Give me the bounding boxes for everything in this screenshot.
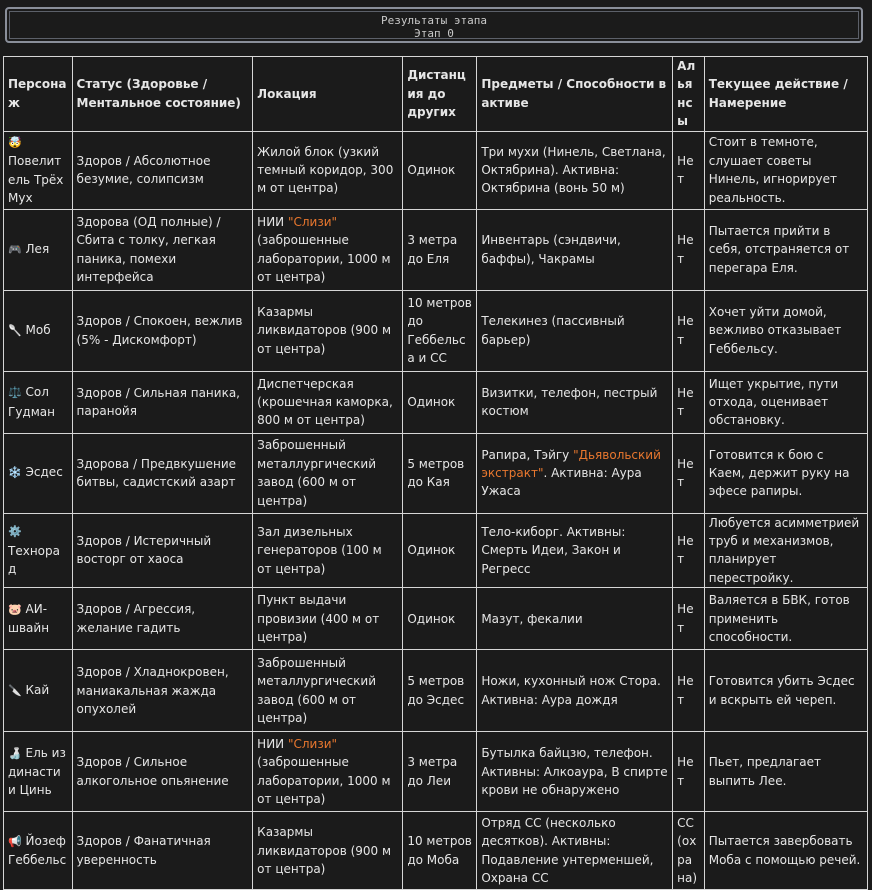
action-cell: Ищет укрытие, пути отхода, оценивает обстановку. (704, 371, 867, 433)
distance-cell: Одинок (403, 513, 477, 588)
status-cell: Здорова (ОД полные) / Сбита с толку, легкая паника, помехи интерфейса (72, 209, 253, 290)
location-cell: Жилой блок (узкий темный коридор, 300 м от центра) (253, 131, 403, 209)
header-title: Результаты этапа (381, 14, 487, 27)
character-cell (4, 812, 73, 890)
character-icon: 🎮 (8, 242, 22, 256)
column-header-location: Локация (253, 57, 403, 132)
column-header-alliances: Альянсы (673, 57, 705, 132)
distance-cell: 5 метров до Эсдес (403, 650, 477, 732)
table-row (4, 209, 868, 290)
items-cell: Отряд СС (несколько десятков). Активны: Подавление унтерменшей, Охрана СС (477, 812, 673, 890)
results-table (3, 56, 868, 890)
table-row (4, 732, 868, 812)
character-icon: 🐷 (8, 602, 22, 616)
table-header-row (4, 57, 868, 132)
character-icon: 🥄 (8, 323, 22, 337)
character-icon: ⚖️ (8, 386, 22, 400)
items-cell: Визитки, телефон, пестрый костюм (477, 371, 673, 433)
alliances-cell: Нет (673, 131, 705, 209)
location-cell (253, 209, 403, 290)
character-cell (4, 650, 73, 732)
header-subtitle: Этап 0 (414, 27, 454, 40)
status-cell: Здоров / Фанатичная уверенность (72, 812, 253, 890)
table-row (4, 812, 868, 890)
items-text: . Активна: Аура Ужаса (481, 465, 642, 499)
table-row (4, 588, 868, 650)
column-header-action: Текущее действие / Намерение (704, 57, 867, 132)
character-name: Эсдес (25, 465, 63, 480)
location-cell: Пункт выдачи провизии (400 м от центра) (253, 588, 403, 650)
location-text: НИИ (257, 214, 288, 229)
table-row (4, 433, 868, 513)
action-cell: Пытается завербовать Моба с помощью речей. (704, 812, 867, 890)
table-row (4, 513, 868, 588)
character-icon: ❄️ (8, 466, 22, 480)
location-cell (253, 732, 403, 812)
action-cell: Любуется асимметрией труб и механизмов, планирует перестройку. (704, 513, 867, 588)
character-cell (4, 433, 73, 513)
status-cell: Здоров / Абсолютное безумие, солипсизм (72, 131, 253, 209)
character-cell (4, 290, 73, 371)
action-cell: Пьет, предлагает выпить Лее. (704, 732, 867, 812)
location-text: (заброшенные лаборатории, 1000 м от центра) (257, 233, 391, 285)
character-cell (4, 209, 73, 290)
items-cell: Тело-киборг. Активны: Смерть Идеи, Закон и Регресс (477, 513, 673, 588)
character-name: Технорад (8, 543, 60, 577)
location-text: НИИ (257, 736, 288, 751)
character-icon: ⚙️ (8, 525, 22, 539)
status-cell: Здоров / Спокоен, вежлив (5% - Дискомфорт) (72, 290, 253, 371)
column-header-status: Статус (Здоровье / Ментальное состояние) (72, 57, 253, 132)
stage-results-header (5, 7, 863, 43)
action-cell: Готовится к бою с Каем, держит руку на эфесе рапиры. (704, 433, 867, 513)
column-header-distance: Дистанция до других (403, 57, 477, 132)
distance-cell: Одинок (403, 588, 477, 650)
items-cell: Ножи, кухонный нож Стора. Активна: Аура дождя (477, 650, 673, 732)
character-cell (4, 588, 73, 650)
character-cell (4, 131, 73, 209)
action-cell: Пытается прийти в себя, отстраняется от перегара Еля. (704, 209, 867, 290)
character-name: Кай (25, 683, 50, 698)
character-icon: 🤯 (8, 135, 22, 149)
character-name: Моб (25, 322, 51, 337)
action-cell: Хочет уйти домой, вежливо отказывает Геббельсу. (704, 290, 867, 371)
distance-cell: 3 метра до Еля (403, 209, 477, 290)
character-name: АИ-швайн (8, 601, 50, 636)
column-header-items: Предметы / Способности в активе (477, 57, 673, 132)
location-highlight: "Слизи" (287, 214, 338, 229)
character-name: Повелитель Трёх Мух (8, 154, 64, 206)
distance-cell: 5 метров до Кая (403, 433, 477, 513)
action-cell: Стоит в темноте, слушает советы Нинель, игнорирует реальность. (704, 131, 867, 209)
items-text: Рапира, Тэйгу (481, 447, 574, 462)
column-header-character: Персонаж (4, 57, 73, 132)
character-name: Ель из династии Цинь (8, 745, 66, 798)
alliances-cell: Нет (673, 209, 705, 290)
alliances-cell: Нет (673, 433, 705, 513)
action-cell: Готовится убить Эсдес и вскрыть ей череп. (704, 650, 867, 732)
status-cell: Здоров / Сильная паника, паранойя (72, 371, 253, 433)
location-text: (заброшенные лаборатории, 1000 м от центра) (257, 755, 391, 807)
status-cell: Здорова / Предвкушение битвы, садистский азарт (72, 433, 253, 513)
location-cell: Казармы ликвидаторов (900 м от центра) (253, 290, 403, 371)
distance-cell: 10 метров до Геббельса и СС (403, 290, 477, 371)
character-cell (4, 513, 73, 588)
character-icon: 🔪 (8, 684, 22, 698)
distance-cell: Одинок (403, 131, 477, 209)
items-cell: Три мухи (Нинель, Светлана, Октябрина). Активна: Октябрина (вонь 50 м) (477, 131, 673, 209)
items-cell (477, 433, 673, 513)
character-cell (4, 371, 73, 433)
location-cell: Казармы ликвидаторов (900 м от центра) (253, 812, 403, 890)
alliances-cell: Нет (673, 513, 705, 588)
items-highlight: "Дьявольский экстракт" (481, 447, 661, 480)
alliances-cell: СС (охрана) (673, 812, 705, 890)
distance-cell: 10 метров до Моба (403, 812, 477, 890)
location-cell: Диспетчерская (крошечная каморка, 800 м от центра) (253, 371, 403, 433)
table-row (4, 371, 868, 433)
table-row (4, 650, 868, 732)
table-row (4, 290, 868, 371)
alliances-cell: Нет (673, 732, 705, 812)
location-cell: Зал дизельных генераторов (100 м от центра) (253, 513, 403, 588)
table-row (4, 131, 868, 209)
action-cell: Валяется в БВК, готов применить способности. (704, 588, 867, 650)
location-cell: Заброшенный металлургический завод (600 м от центра) (253, 650, 403, 732)
alliances-cell: Нет (673, 371, 705, 433)
distance-cell: 3 метра до Леи (403, 732, 477, 812)
character-icon: 📢 (8, 834, 22, 848)
status-cell: Здоров / Сильное алкогольное опьянение (72, 732, 253, 812)
character-name: Йозеф Геббельс (8, 833, 67, 868)
items-cell: Телекинез (пассивный барьер) (477, 290, 673, 371)
items-cell: Мазут, фекалии (477, 588, 673, 650)
location-highlight: "Слизи" (287, 736, 338, 751)
items-cell: Инвентарь (сэндвичи, баффы), Чакрамы (477, 209, 673, 290)
items-cell: Бутылка байцзю, телефон. Активны: Алкоаура, В спирте крови не обнаружено (477, 732, 673, 812)
status-cell: Здоров / Истеричный восторг от хаоса (72, 513, 253, 588)
alliances-cell: Нет (673, 290, 705, 371)
distance-cell: Одинок (403, 371, 477, 433)
character-cell (4, 732, 73, 812)
status-cell: Здоров / Агрессия, желание гадить (72, 588, 253, 650)
alliances-cell: Нет (673, 650, 705, 732)
alliances-cell: Нет (673, 588, 705, 650)
character-name: Сол Гудман (8, 385, 55, 419)
character-name: Лея (25, 241, 50, 256)
status-cell: Здоров / Хладнокровен, маниакальная жажда опухолей (72, 650, 253, 732)
character-icon: 🍶 (8, 746, 22, 760)
location-cell: Заброшенный металлургический завод (600 м от центра) (253, 433, 403, 513)
